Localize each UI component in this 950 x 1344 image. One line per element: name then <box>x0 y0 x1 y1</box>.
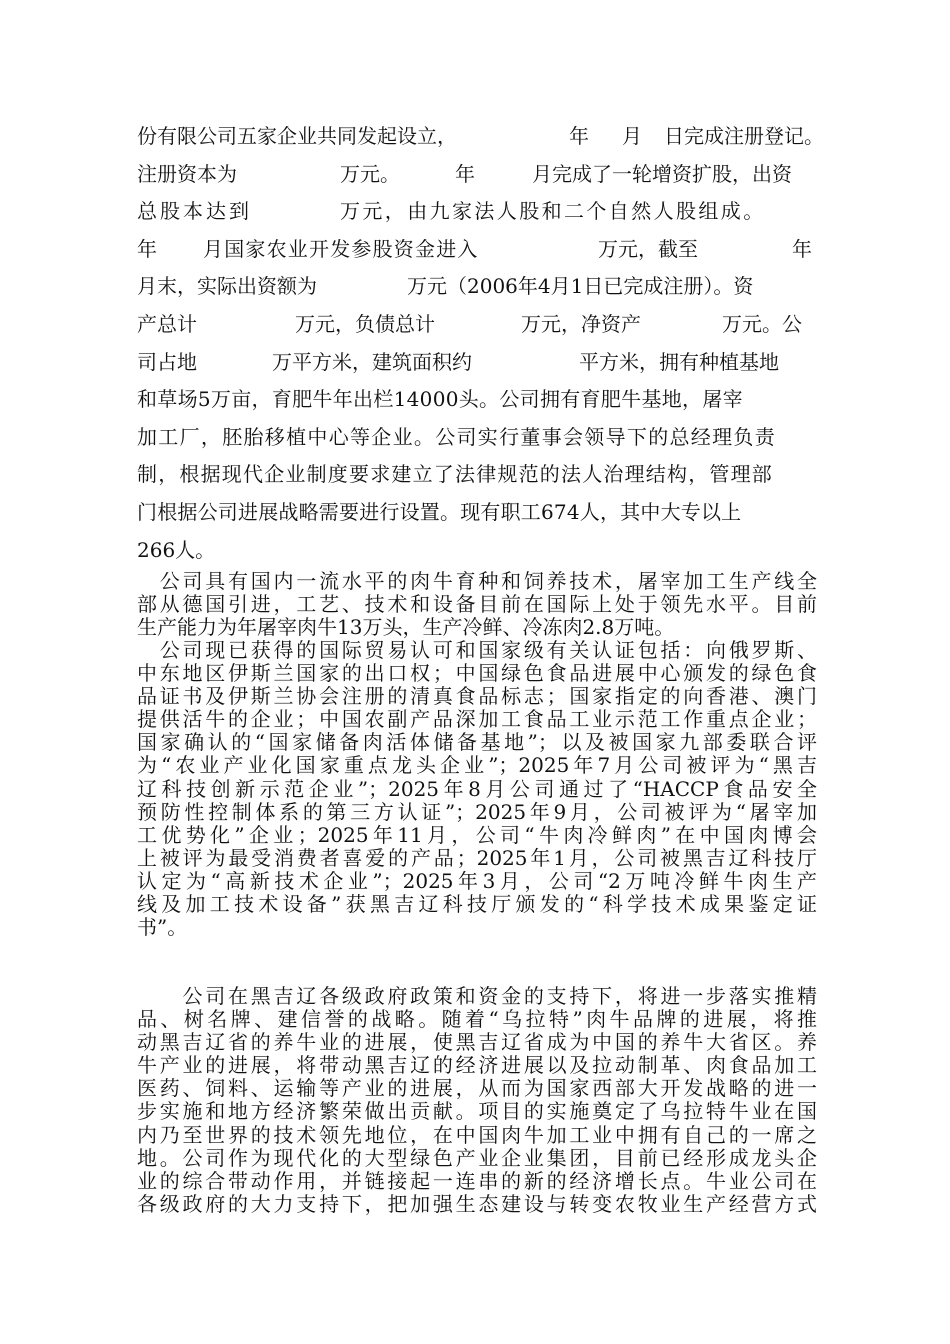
text-line: 医药、饲料、运输等产业的进展，从而为国家西部大开发战略的进一 <box>137 1076 817 1101</box>
text-segment: 月国家农业开发参股资金进入 <box>203 236 479 261</box>
text-segment: 日完成注册登记。 <box>664 124 824 148</box>
text-segment: 年 <box>569 124 589 148</box>
text-segment: 门根据公司进展战略需要进行设置。现有职工674人，其中大专以上 <box>137 499 742 524</box>
text-line: 各级政府的大力支持下，把加强生态建设与转变农牧业生产经营方式 <box>137 1191 817 1216</box>
text-segment: 年 <box>137 236 157 261</box>
paragraph-certifications <box>137 639 817 939</box>
text-segment: 月末，实际出资额为 <box>137 274 317 299</box>
text-line: 步实施和地方经济繁荣做出贡献。项目的实施奠定了乌拉特牛业在国 <box>137 1099 817 1124</box>
text-segment: 产总计 <box>137 311 197 336</box>
text-line: 上被评为最受消费者喜爱的产品；2025年1月，公司被黑吉辽科技厅 <box>137 845 817 870</box>
text-line <box>137 268 817 306</box>
text-line: 牛产业的进展，将带动黑吉辽的经济进展以及拉动制革、肉食品加工 <box>137 1053 817 1078</box>
text-segment: 加工厂，胚胎移植中心等企业。公司实行董事会领导下的总经理负责 <box>137 424 776 449</box>
text-line: 品、树名牌、建信誉的战略。随着“乌拉特”肉牛品牌的进展，将推 <box>137 1007 817 1032</box>
text-segment: 月完成了一轮增资扩股，出资 <box>532 161 792 186</box>
text-segment: 总股本达到 <box>137 199 252 224</box>
text-line <box>137 344 817 382</box>
text-line: 公司现已获得的国际贸易认可和国家级有关认证包括：向俄罗斯、 <box>137 638 817 662</box>
paragraph-technology <box>137 570 817 639</box>
text-line: 公司在黑吉辽各级政府政策和资金的支持下，将进一步落实推精 <box>137 984 817 1008</box>
text-line: 认定为“高新技术企业”；2025年3月，公司“2万吨冷鲜牛肉生产 <box>137 868 817 893</box>
paragraph-development-strategy <box>137 985 817 1216</box>
text-line <box>137 156 817 194</box>
text-line: 为“农业产业化国家重点龙头企业”；2025年7月公司被评为“黑吉 <box>137 753 817 778</box>
text-line: 地。公司作为现代化的大型绿色产业企业集团，目前已经形成龙头企 <box>137 1145 817 1170</box>
text-segment: 司占地 <box>137 349 197 374</box>
text-line <box>137 494 817 532</box>
text-segment: 万元。公 <box>722 311 802 336</box>
text-segment: 份有限公司五家企业共同发起设立， <box>137 124 457 148</box>
text-line: 书”。 <box>137 915 188 940</box>
text-segment: 万元。 <box>340 161 400 186</box>
text-line: 部从德国引进，工艺、技术和设备目前在国际上处于领先水平。目前 <box>137 592 817 617</box>
text-segment: 万元，净资产 <box>521 311 641 336</box>
text-line <box>137 532 817 570</box>
text-line <box>137 456 817 494</box>
text-line: 辽科技创新示范企业”；2025年8月公司通过了“HACCP食品安全 <box>137 776 817 801</box>
text-segment: 年 <box>792 236 812 261</box>
text-segment: 万平方米，建筑面积约 <box>272 349 472 374</box>
text-line <box>137 381 817 419</box>
text-line: 国家确认的“国家储备肉活体储备基地”；以及被国家九部委联合评 <box>137 730 817 755</box>
text-segment: 月 <box>622 124 642 148</box>
text-segment: 年 <box>455 161 475 186</box>
text-line <box>137 118 824 156</box>
text-line: 中东地区伊斯兰国家的出口权；中国绿色食品进展中心颁发的绿色食 <box>137 661 817 686</box>
text-segment: 平方米，拥有种植基地 <box>579 349 779 374</box>
text-line: 内乃至世界的技术领先地位，在中国肉牛加工业中拥有自己的一席之 <box>137 1122 817 1147</box>
text-line: 工优势化”企业；2025年11月，公司“牛肉冷鲜肉”在中国肉博会 <box>137 822 817 847</box>
text-line: 提供活牛的企业；中国农副产品深加工食品工业示范工作重点企业； <box>137 707 817 732</box>
text-line: 业的综合带动作用，并链接起一连串的新的经济增长点。牛业公司在 <box>137 1168 817 1193</box>
text-segment: 万元，由九家法人股和二个自然人股组成。 <box>340 199 766 224</box>
text-segment: 制，根据现代企业制度要求建立了法律规范的法人治理结构，管理部 <box>137 462 773 487</box>
text-line: 线及加工技术设备”获黑吉辽科技厅颁发的“科学技术成果鉴定证 <box>137 892 817 917</box>
text-segment: 万元（2006年4月1日已完成注册）。资 <box>407 274 754 299</box>
paragraph-company-profile <box>137 118 824 569</box>
text-segment: 万元，截至 <box>598 236 698 261</box>
text-line: 生产能力为年屠宰肉牛13万头，生产冷鲜、冷冻肉2.8万吨。 <box>137 615 675 640</box>
text-segment: 和草场5万亩，育肥牛年出栏14000头。公司拥有育肥牛基地，屠宰 <box>137 387 743 412</box>
text-line: 动黑吉辽省的养牛业的进展，使黑吉辽省成为中国的养牛大省区。养 <box>137 1030 817 1055</box>
text-line <box>137 231 817 269</box>
text-line <box>137 306 817 344</box>
text-line <box>137 193 817 231</box>
text-line <box>137 419 817 457</box>
text-line: 预防性控制体系的第三方认证”；2025年9月，公司被评为“屠宰加 <box>137 799 817 824</box>
text-segment: 266人。 <box>137 537 216 562</box>
text-line: 公司具有国内一流水平的肉牛育种和饲养技术，屠宰加工生产线全 <box>137 569 817 593</box>
text-line: 品证书及伊斯兰协会注册的清真食品标志；国家指定的向香港、澳门 <box>137 684 817 709</box>
text-segment: 万元，负债总计 <box>295 311 435 336</box>
text-segment: 注册资本为 <box>137 161 237 186</box>
